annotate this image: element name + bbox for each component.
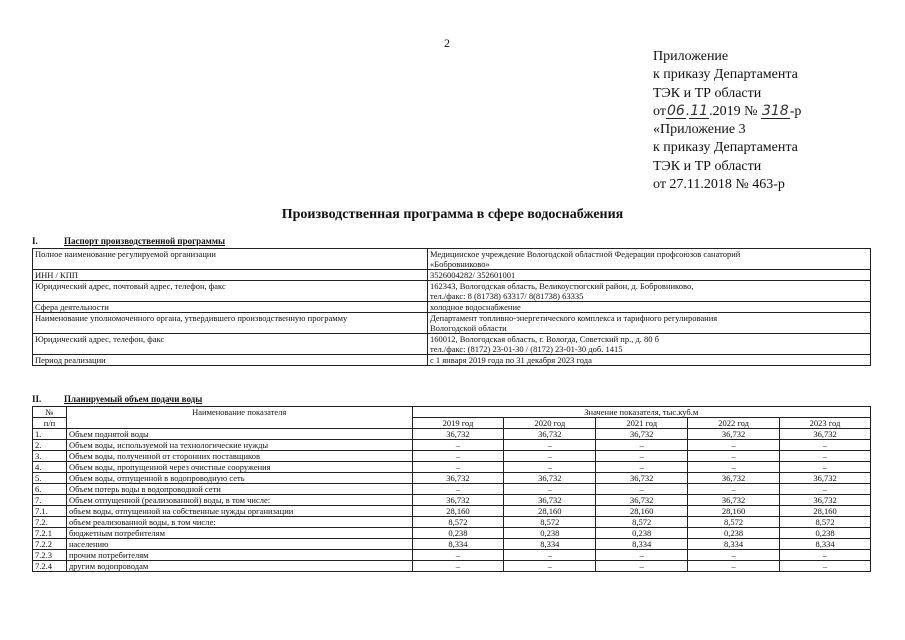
row-value: –: [780, 561, 871, 572]
passport-row: [33, 302, 871, 313]
passport-row: [33, 355, 871, 366]
row-value: –: [596, 561, 688, 572]
row-value: –: [412, 440, 504, 451]
row-value: 28,160: [412, 506, 504, 517]
passport-value-line: «Бобровниково»: [430, 259, 490, 269]
handwritten-day: 06: [666, 102, 685, 119]
row-value: –: [688, 462, 780, 473]
table-row: [33, 429, 871, 440]
appendix-line: ТЭК и ТР области: [653, 158, 762, 174]
section-number: I.: [32, 236, 38, 246]
passport-row: [33, 334, 871, 355]
row-value: 8,572: [412, 517, 504, 528]
appendix-line: к приказу Департамента: [653, 67, 798, 83]
header-num: [33, 407, 67, 418]
row-value: 36,732: [780, 495, 871, 506]
row-value: –: [596, 462, 688, 473]
order-prefix: от: [653, 103, 666, 119]
row-value: –: [596, 451, 688, 462]
row-value: –: [412, 561, 504, 572]
row-name: объем воды, отпущенной на собственные нужды организации: [66, 506, 412, 517]
row-value: 36,732: [412, 429, 504, 440]
passport-row: [33, 249, 871, 270]
row-value: 36,732: [688, 495, 780, 506]
passport-row: [33, 270, 871, 281]
row-value: 8,572: [688, 517, 780, 528]
passport-value: [428, 281, 871, 302]
appendix-line: к приказу Департамента: [653, 140, 798, 156]
table-row: [33, 528, 871, 539]
table-row: [33, 561, 871, 572]
row-value: –: [780, 484, 871, 495]
row-value: 28,160: [780, 506, 871, 517]
row-value: 8,334: [780, 539, 871, 550]
row-value: 28,160: [504, 506, 596, 517]
row-value: –: [412, 484, 504, 495]
handwritten-number: 318: [761, 102, 789, 119]
table-row: [33, 550, 871, 561]
row-value: –: [688, 484, 780, 495]
row-value: 0,238: [504, 528, 596, 539]
row-number: 7.: [33, 495, 67, 506]
row-value: 28,160: [688, 506, 780, 517]
row-value: 36,732: [688, 429, 780, 440]
row-value: 36,732: [504, 429, 596, 440]
passport-label: Юридический адрес, телефон, факс: [33, 334, 428, 355]
row-value: 36,732: [780, 473, 871, 484]
table-row: [33, 495, 871, 506]
row-value: –: [780, 462, 871, 473]
row-name: Объем отпущенной (реализованной) воды, в том числе:: [66, 495, 412, 506]
row-name: населению: [66, 539, 412, 550]
passport-value-line: 162343, Вологодская область, Великоустюгский район, д. Бобровниково,: [430, 281, 694, 291]
row-value: –: [780, 451, 871, 462]
appendix-line: Приложение: [653, 49, 729, 64]
row-value: –: [504, 561, 596, 572]
table-row: [33, 506, 871, 517]
row-value: 28,160: [596, 506, 688, 517]
passport-row: [33, 313, 871, 334]
handwritten-month: 11: [690, 102, 709, 119]
row-value: –: [412, 550, 504, 561]
passport-label: Наименование уполномоченного органа, утвердившего производственную программу: [33, 313, 428, 334]
header-num-1: №: [45, 407, 54, 417]
row-value: 36,732: [596, 473, 688, 484]
page-number: 2: [444, 36, 450, 50]
year-header: 2019 год: [412, 418, 504, 429]
row-value: –: [504, 484, 596, 495]
row-number: 7.1.: [33, 506, 67, 517]
passport-value: [428, 302, 871, 313]
volumes-table: [32, 406, 871, 572]
row-value: 36,732: [504, 495, 596, 506]
passport-value-line: Департамент топливно-энергетического комплекса и тарифного регулирования: [430, 313, 718, 323]
table-row: [33, 462, 871, 473]
appendix-order-line: от06.11.2019 № 318-р: [653, 102, 802, 119]
passport-value-line: с 1 января 2019 года по 31 декабря 2023 года: [430, 355, 592, 365]
order-suffix: -р: [789, 103, 802, 119]
row-value: 8,334: [504, 539, 596, 550]
header-value: Значение показателя, тыс.куб.м: [412, 407, 871, 418]
row-name: Объем воды, пропущенной через очистные сооружения: [66, 462, 412, 473]
row-value: –: [688, 451, 780, 462]
year-header: 2021 год: [596, 418, 688, 429]
passport-label: Период реализации: [33, 355, 428, 366]
passport-label: Юридический адрес, почтовый адрес, телефон, факс: [33, 281, 428, 302]
table-row: [33, 517, 871, 528]
row-name: Объем потерь воды в водопроводной сети: [66, 484, 412, 495]
row-value: 36,732: [596, 429, 688, 440]
passport-value-line: холодное водоснабжение: [430, 302, 521, 312]
table-row: [33, 440, 871, 451]
row-value: 8,572: [780, 517, 871, 528]
row-value: 0,238: [412, 528, 504, 539]
row-number: 7.2.2: [33, 539, 67, 550]
passport-label: Полное наименование регулируемой организации: [33, 249, 428, 270]
table-row: [33, 539, 871, 550]
row-number: 3.: [33, 451, 67, 462]
row-name: бюджетным потребителям: [66, 528, 412, 539]
row-number: 1.: [33, 429, 67, 440]
row-value: 8,334: [596, 539, 688, 550]
header-num-2: п/п: [33, 418, 67, 429]
passport-value: [428, 334, 871, 355]
row-value: 0,238: [596, 528, 688, 539]
table-row: [33, 473, 871, 484]
row-number: 6.: [33, 484, 67, 495]
row-value: –: [780, 550, 871, 561]
section-title: Планируемый объем подачи воды: [64, 394, 203, 404]
passport-value: [428, 249, 871, 270]
passport-value: [428, 355, 871, 366]
row-value: –: [504, 440, 596, 451]
row-name: Объем поднятой воды: [66, 429, 412, 440]
passport-label: ИНН / КПП: [33, 270, 428, 281]
row-number: 7.2.3: [33, 550, 67, 561]
row-name: Объем воды, отпущенной в водопроводную сеть: [66, 473, 412, 484]
appendix-line: «Приложение 3: [653, 122, 746, 138]
row-value: 0,238: [688, 528, 780, 539]
section-title: Паспорт производственной программы: [64, 236, 225, 246]
row-value: 8,572: [596, 517, 688, 528]
row-value: 36,732: [780, 429, 871, 440]
passport-value-line: тел./факс: 8 (81738) 63317/ 8(81738) 63335: [430, 291, 584, 301]
row-value: –: [688, 561, 780, 572]
row-name: другим водопроводам: [66, 561, 412, 572]
row-value: –: [780, 440, 871, 451]
row-value: 36,732: [412, 495, 504, 506]
row-name: прочим потребителям: [66, 550, 412, 561]
row-value: –: [596, 440, 688, 451]
row-number: 4.: [33, 462, 67, 473]
row-value: 0,238: [780, 528, 871, 539]
document-title: Производственная программа в сфере водоснабжения: [281, 207, 624, 222]
passport-value-line: Медицинское учреждение Вологодской областной Федерации профсоюзов санаторий: [430, 249, 741, 259]
appendix-line: ТЭК и ТР области: [653, 85, 762, 101]
section-2-heading: [32, 394, 202, 404]
row-value: 36,732: [688, 473, 780, 484]
row-value: 8,334: [688, 539, 780, 550]
row-number: 5.: [33, 473, 67, 484]
passport-value: [428, 313, 871, 334]
passport-value-line: 3526004282/ 352601001: [430, 270, 516, 280]
row-number: 2.: [33, 440, 67, 451]
row-value: 8,334: [412, 539, 504, 550]
row-value: –: [412, 451, 504, 462]
year-header: 2023 год: [780, 418, 871, 429]
row-value: –: [504, 462, 596, 473]
passport-value-line: 160012, Вологодская область, г. Вологда, Советский пр., д. 80 б: [430, 334, 660, 344]
section-number: II.: [32, 394, 42, 404]
row-value: –: [688, 550, 780, 561]
passport-value: [428, 270, 871, 281]
passport-label: Сфера деятельности: [33, 302, 428, 313]
passport-table: [32, 248, 871, 366]
row-number: 7.2.1: [33, 528, 67, 539]
row-name: объем реализованной воды, в том числе:: [66, 517, 412, 528]
passport-row: [33, 281, 871, 302]
appendix-line: от 27.11.2018 № 463-р: [653, 177, 785, 193]
row-value: –: [412, 462, 504, 473]
row-name: Объем воды, используемой на технологические нужды: [66, 440, 412, 451]
row-number: 7.2.4: [33, 561, 67, 572]
row-value: –: [504, 451, 596, 462]
year-header: 2020 год: [504, 418, 596, 429]
order-year: .2019 №: [709, 103, 758, 119]
passport-value-line: тел./факс: (8172) 23-01-30 / (8172) 23-01-30 доб. 1415: [430, 344, 623, 354]
row-number: 7.2.: [33, 517, 67, 528]
appendix-block: [653, 48, 801, 194]
row-name: Объем воды, полученной от сторонних поставщиков: [66, 451, 412, 462]
row-value: 36,732: [596, 495, 688, 506]
table-row: [33, 451, 871, 462]
row-value: –: [596, 484, 688, 495]
row-value: 36,732: [412, 473, 504, 484]
row-value: 36,732: [504, 473, 596, 484]
row-value: –: [688, 440, 780, 451]
section-1-heading: [32, 236, 225, 246]
row-value: –: [504, 550, 596, 561]
header-row: [33, 407, 871, 418]
table-row: [33, 484, 871, 495]
passport-value-line: Вологодской области: [430, 323, 507, 333]
header-name: Наименование показателя: [66, 407, 412, 429]
row-value: –: [596, 550, 688, 561]
year-header: 2022 год: [688, 418, 780, 429]
row-value: 8,572: [504, 517, 596, 528]
